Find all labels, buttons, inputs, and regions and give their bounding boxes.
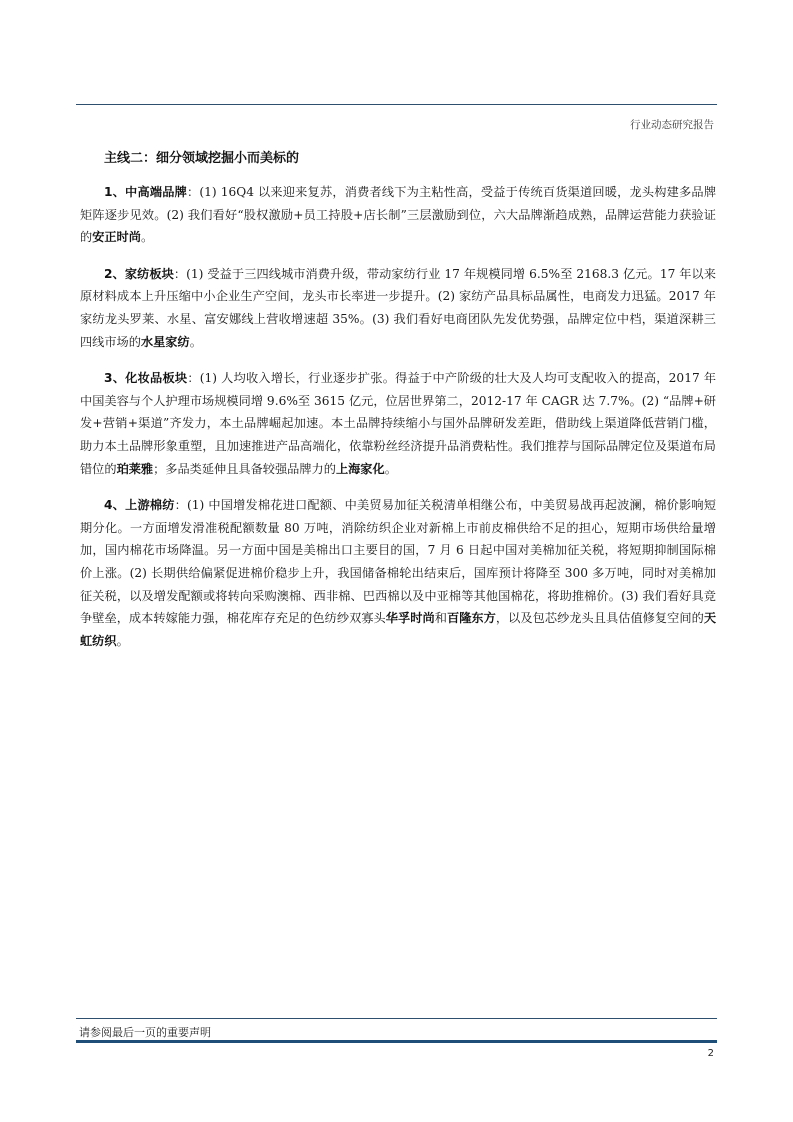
paragraph-home-textiles <box>80 263 716 353</box>
paragraph-text: ：(1) 16Q4 以来迎来复苏，消费者线下为主粘性高，受益于传统百货渠道回暖，龙头构建多品牌矩阵逐步见效。(2) 我们看好“股权激励+员工持股+店长制”三层激励到位，六大品牌渐趋成熟，品牌运营能力获验证的 <box>80 185 717 245</box>
report-type-label: 行业动态研究报告 <box>630 119 714 131</box>
paragraph-text: ：(1) 人均收入增长，行业逐步扩张。得益于中产阶级的壮大及人均可支配收入的提高，2017 年中国美容与个人护理市场规模同增 9.6%至 3615 亿元，位居世界第二，2012-17 年 CAGR 达 7.7%。(2) “品牌+研发+营销+渠道”齐发力，本土品牌崛起加速。本土品牌持续缩小与国外品牌研发差距，借助线上渠道降低营销门槛，助力本土品牌形象重塑，且加速推进产品高端化，依靠粉丝经济提升品消费粘性。我们推荐与国际品牌定位及渠道布局错位的 <box>80 371 717 476</box>
paragraph-text: 。 <box>140 230 154 245</box>
disclaimer-note: 请参阅最后一页的重要声明 <box>79 1026 211 1039</box>
stock-highlight: 水星家纺 <box>140 334 190 349</box>
stock-highlight: 华孚时尚 <box>385 611 435 626</box>
report-body <box>80 147 716 666</box>
paragraph-text: 和 <box>434 611 447 626</box>
paragraph-text: ；多品类延伸且具备较强品牌力的 <box>153 461 336 476</box>
paragraph-text: 。 <box>384 461 397 476</box>
paragraph-text: ：(1) 中国增发棉花进口配额、中美贸易加征关税清单相继公布，中美贸易战再起波澜，棉价影响短期分化。一方面增发滑准税配额数量 80 万吨，消除纺织企业对新棉上市前皮棉供给不足的担心，短期市场供给量增加，国内棉花市场降温。另一方面中国是美棉出口主要目的国，7 月 6 日起中国对美棉加征关税，将短期抑制国际棉价上涨。(2) 长期供给偏紧促进棉价稳步上升，我国储备棉轮出结束后，国库预计将降至 300 多万吨，同时对美棉加征关税，以及增发配额或将转向采购澳棉、西非棉、巴西棉以及中亚棉等其他国棉花，将助推棉价。(3) 我们看好具竞争壁垒，成本转嫁能力强，棉花库存充足的色纺纱双寡头 <box>80 498 717 626</box>
footer-bar <box>76 1040 717 1043</box>
paragraph-text: 。 <box>189 334 202 349</box>
stock-highlight: 安正时尚 <box>92 230 141 245</box>
paragraph-cosmetics <box>80 367 716 480</box>
stock-highlight: 上海家化 <box>335 461 385 476</box>
paragraph-text: ，以及包芯纱龙头且具估值修复空间的 <box>495 611 704 626</box>
page-number: 2 <box>707 1048 714 1059</box>
paragraph-text: ：(1) 受益于三四线城市消费升级，带动家纺行业 17 年规模同增 6.5%至 2168.3 亿元。17 年以来原材料成本上升压缩中小企业生产空间，龙头市长率进一步提升。(2) 家纺产品具标品属性，电商发力迅猛。2017 年家纺龙头罗莱、水星、富安娜线上营收增速超 35%。(3) 我们看好电商团队先发优势强，品牌定位中档，渠道深耕三四线市场的 <box>80 266 716 349</box>
paragraph-upstream-cotton <box>80 494 716 652</box>
stock-highlight: 百隆东方 <box>446 611 496 626</box>
stock-highlight: 珀莱雅 <box>116 461 154 476</box>
paragraph-high-end-brands <box>80 181 716 249</box>
paragraph-lead: 4、上游棉纺 <box>104 498 175 513</box>
paragraph-lead: 1、中高端品牌 <box>104 185 187 199</box>
section-title: 主线二：细分领域挖掘小而美标的 <box>104 151 300 166</box>
stock-highlight: 天虹纺织 <box>80 611 717 648</box>
paragraph-lead: 2、家纺板块 <box>104 266 174 281</box>
footer-rule <box>76 1018 717 1019</box>
header-rule <box>76 104 717 105</box>
paragraph-text: 。 <box>116 633 129 648</box>
paragraph-lead: 3、化妆品板块 <box>104 371 188 386</box>
